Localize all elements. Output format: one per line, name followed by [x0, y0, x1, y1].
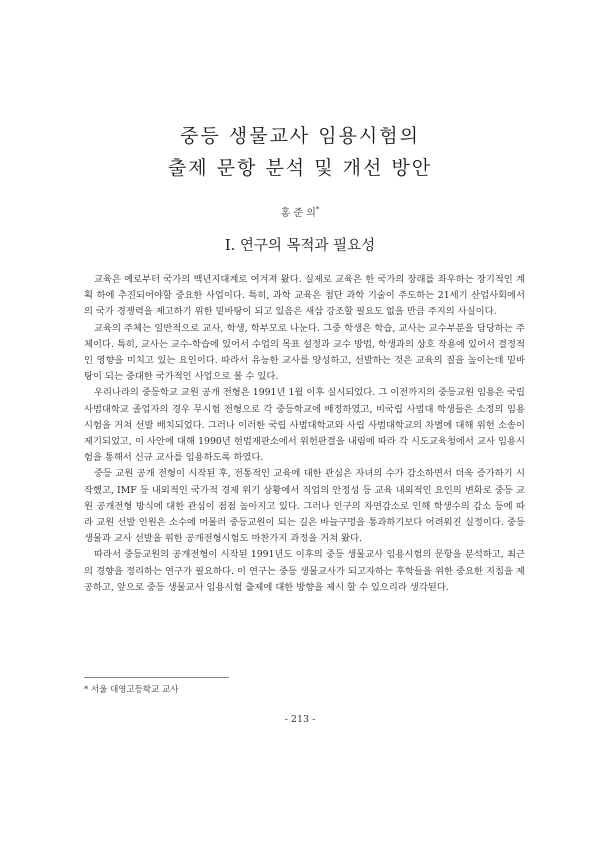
body-text — [84, 272, 525, 596]
paragraph-4: 중등 교원 공개 전형이 시작된 후, 전통적인 교육에 대한 관심은 자녀의 수가 감소하면서 더욱 증가하기 시작했고, IMF 등 내외적인 국가적 경제 위기 상황에서 직업의 안정성 등 교육 내외적인 요인의 변화로 중등 교원 공개전형 방식에 대한 관심이 점점 높아지고 있다. 그러나 인구의 자연감소로 인해 학생수의 감소 등에 따라 교원 선발 인원은 소수에 머물러 중등교원이 되는 길은 바늘구멍을 통과하기보다 어려워진 실정이다. 중등 생물과 교사 선발을 위한 공개전형시험도 마찬가지 과정을 거쳐 왔다. — [84, 468, 525, 545]
footnote-divider — [84, 677, 229, 678]
author-line — [0, 204, 600, 219]
paragraph-5: 따라서 중등교원의 공개전형이 시작된 1991년도 이후의 중등 생물교사 임용시험의 문항을 분석하고, 최근의 경향을 정리하는 연구가 필요하다. 이 연구는 중등 생물교사가 되고자하는 후학들을 위한 중요한 지침을 제공하고, 앞으로 중등 생물교사 임용시험 출제에 대한 방향을 제시 할 수 있으리라 생각된다. — [84, 549, 525, 593]
paper-title-line-2: 출제 문항 분석 및 개선 방안 — [167, 157, 433, 179]
paragraph-1: 교육은 예로부터 국가의 백년지대계로 여겨져 왔다. 실제로 교육은 한 국가의 장래를 좌우하는 장기적인 계획 하에 추진되어야할 중요한 사업이다. 특히, 과학 교육은 첨단 과학 기술이 주도하는 21세기 산업사회에서의 국가 경쟁력을 제고하기 위한 밑바탕이 되고 있음은 새삼 강조할 필요도 없을 만큼 주지의 사실이다. — [84, 274, 525, 318]
author-footnote-mark: * — [315, 205, 320, 214]
paragraph-3: 우리나라의 중등학교 교원 공개 전형은 1991년 1월 이후 실시되었다. 그 이전까지의 중등교원 임용은 국립 사범대학교 졸업자의 경우 무시험 전형으로 각 중등학교에 배정하였고, 비국립 사범대 학생들은 소정의 임용시험을 거쳐 선발 배치되었다. 그러나 이러한 국립 사범대학교와 사립 사범대학교의 차별에 대해 위헌 소송이 제기되었고, 이 사안에 대해 1990년 헌법재판소에서 위헌판결을 내림에 따라 각 시도교육청에서 교사 임용시험을 통해서 신규 교사를 임용하도록 하였다. — [84, 387, 525, 464]
footnote: * 서울 대영고등학교 교사 — [84, 685, 179, 695]
page-number: - 213 - — [284, 714, 316, 725]
author-name: 홍 준 의 — [280, 208, 316, 219]
paper-title-line-1: 중등 생물교사 임용시험의 — [180, 125, 420, 147]
section-heading: Ⅰ. 연구의 목적과 필요성 — [224, 238, 376, 254]
paragraph-2: 교육의 주체는 일반적으로 교사, 학생, 학부모로 나눈다. 그중 학생은 학습, 교사는 교수부분을 담당하는 주체이다. 특히, 교사는 교수-학습에 있어서 수업의 목표 설정과 교수 방법, 학생과의 상호 작용에 있어서 결정적인 영향을 미치고 있는 요인이다. 따라서 유능한 교사를 양성하고, 선발하는 것은 교육의 질을 높이는데 밑바탕이 되는 중대한 국가적인 사업으로 볼 수 있다. — [84, 322, 525, 383]
